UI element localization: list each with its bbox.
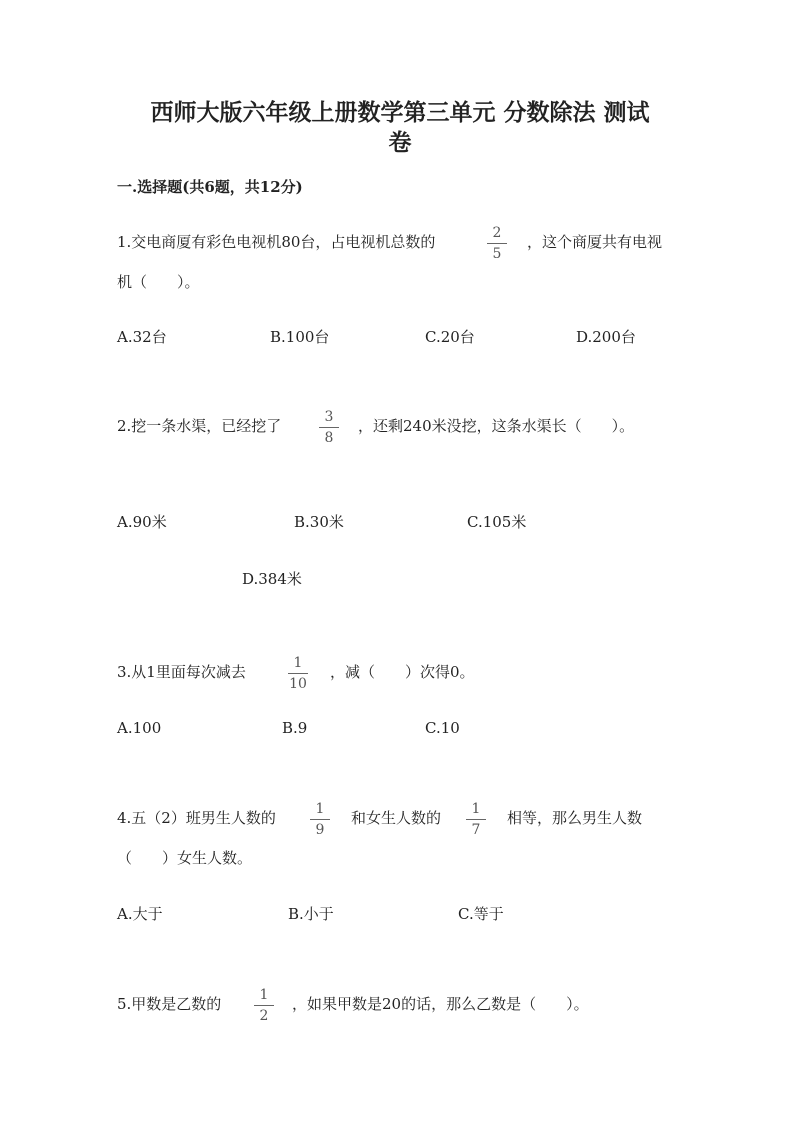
q5-fraction-numerator: 1: [259, 987, 269, 1003]
q1-text-part3: 机（ ）。: [117, 273, 200, 291]
q2-fraction-denominator: 8: [324, 430, 334, 446]
q5-fraction-denominator: 2: [259, 1008, 269, 1024]
q1-option-a[interactable]: A.32台: [117, 328, 167, 346]
q1-option-d[interactable]: D.200台: [576, 328, 636, 346]
q2-text-part1: 2.挖一条水渠，已经挖了: [117, 417, 282, 435]
q4-text-part2: 和女生人数的: [351, 809, 442, 827]
fraction-bar: [466, 819, 486, 820]
q5-text-part2: ，如果甲数是20的话，那么乙数是（ ）。: [292, 995, 589, 1013]
q4-fraction-2-numerator: 1: [471, 801, 481, 817]
q4-fraction-2: [466, 801, 486, 838]
q1-fraction-numerator: 2: [492, 225, 502, 241]
q5-text-part1: 5.甲数是乙数的: [117, 995, 222, 1013]
fraction-bar: [319, 427, 339, 428]
q1-text-part2: ，这个商厦共有电视: [527, 233, 663, 251]
q1-option-b[interactable]: B.100台: [270, 328, 330, 346]
q3-text-part2: ，减（ ）次得0。: [330, 663, 475, 681]
q3-text-part1: 3.从1里面每次减去: [117, 663, 246, 681]
q1-option-c[interactable]: C.20台: [425, 328, 475, 346]
fraction-bar: [487, 243, 507, 244]
page-title: [100, 98, 700, 158]
q4-option-b[interactable]: B.小于: [288, 905, 334, 923]
q2-fraction-numerator: 3: [324, 409, 334, 425]
q1-text-part1: 1.交电商厦有彩色电视机80台，占电视机总数的: [117, 233, 436, 251]
q4-fraction-1: [310, 801, 330, 838]
title-line-2: 卷: [388, 129, 412, 156]
q2-option-a[interactable]: A.90米: [117, 513, 167, 531]
q2-fraction: [319, 409, 339, 446]
q3-option-a[interactable]: A.100: [117, 719, 162, 737]
q1-fraction-denominator: 5: [492, 246, 502, 262]
fraction-bar: [310, 819, 330, 820]
q2-option-d[interactable]: D.384米: [242, 570, 302, 588]
fraction-bar: [254, 1005, 274, 1006]
title-line-1: 西师大版六年级上册数学第三单元 分数除法 测试: [150, 99, 650, 126]
q4-fraction-2-denominator: 7: [471, 822, 481, 838]
q1-fraction: [487, 225, 507, 262]
q4-fraction-1-denominator: 9: [315, 822, 325, 838]
q4-text-part1: 4.五（2）班男生人数的: [117, 809, 276, 827]
q4-text-part3: 相等，那么男生人数: [507, 809, 643, 827]
q4-option-c[interactable]: C.等于: [458, 905, 504, 923]
q4-option-a[interactable]: A.大于: [117, 905, 163, 923]
fraction-bar: [288, 673, 308, 674]
q4-text-part4: （ ）女生人数。: [117, 849, 253, 867]
q3-fraction-numerator: 1: [293, 655, 303, 671]
q3-option-b[interactable]: B.9: [282, 719, 308, 737]
q2-option-b[interactable]: B.30米: [294, 513, 344, 531]
q2-text-part2: ，还剩240米没挖，这条水渠长（ ）。: [358, 417, 635, 435]
q3-fraction: [288, 655, 308, 692]
q3-fraction-denominator: 10: [289, 676, 307, 692]
q2-option-c[interactable]: C.105米: [467, 513, 527, 531]
q3-option-c[interactable]: C.10: [425, 719, 460, 737]
q5-fraction: [254, 987, 274, 1024]
section-heading: 一.选择题(共6题，共12分): [117, 178, 303, 196]
q4-fraction-1-numerator: 1: [315, 801, 325, 817]
